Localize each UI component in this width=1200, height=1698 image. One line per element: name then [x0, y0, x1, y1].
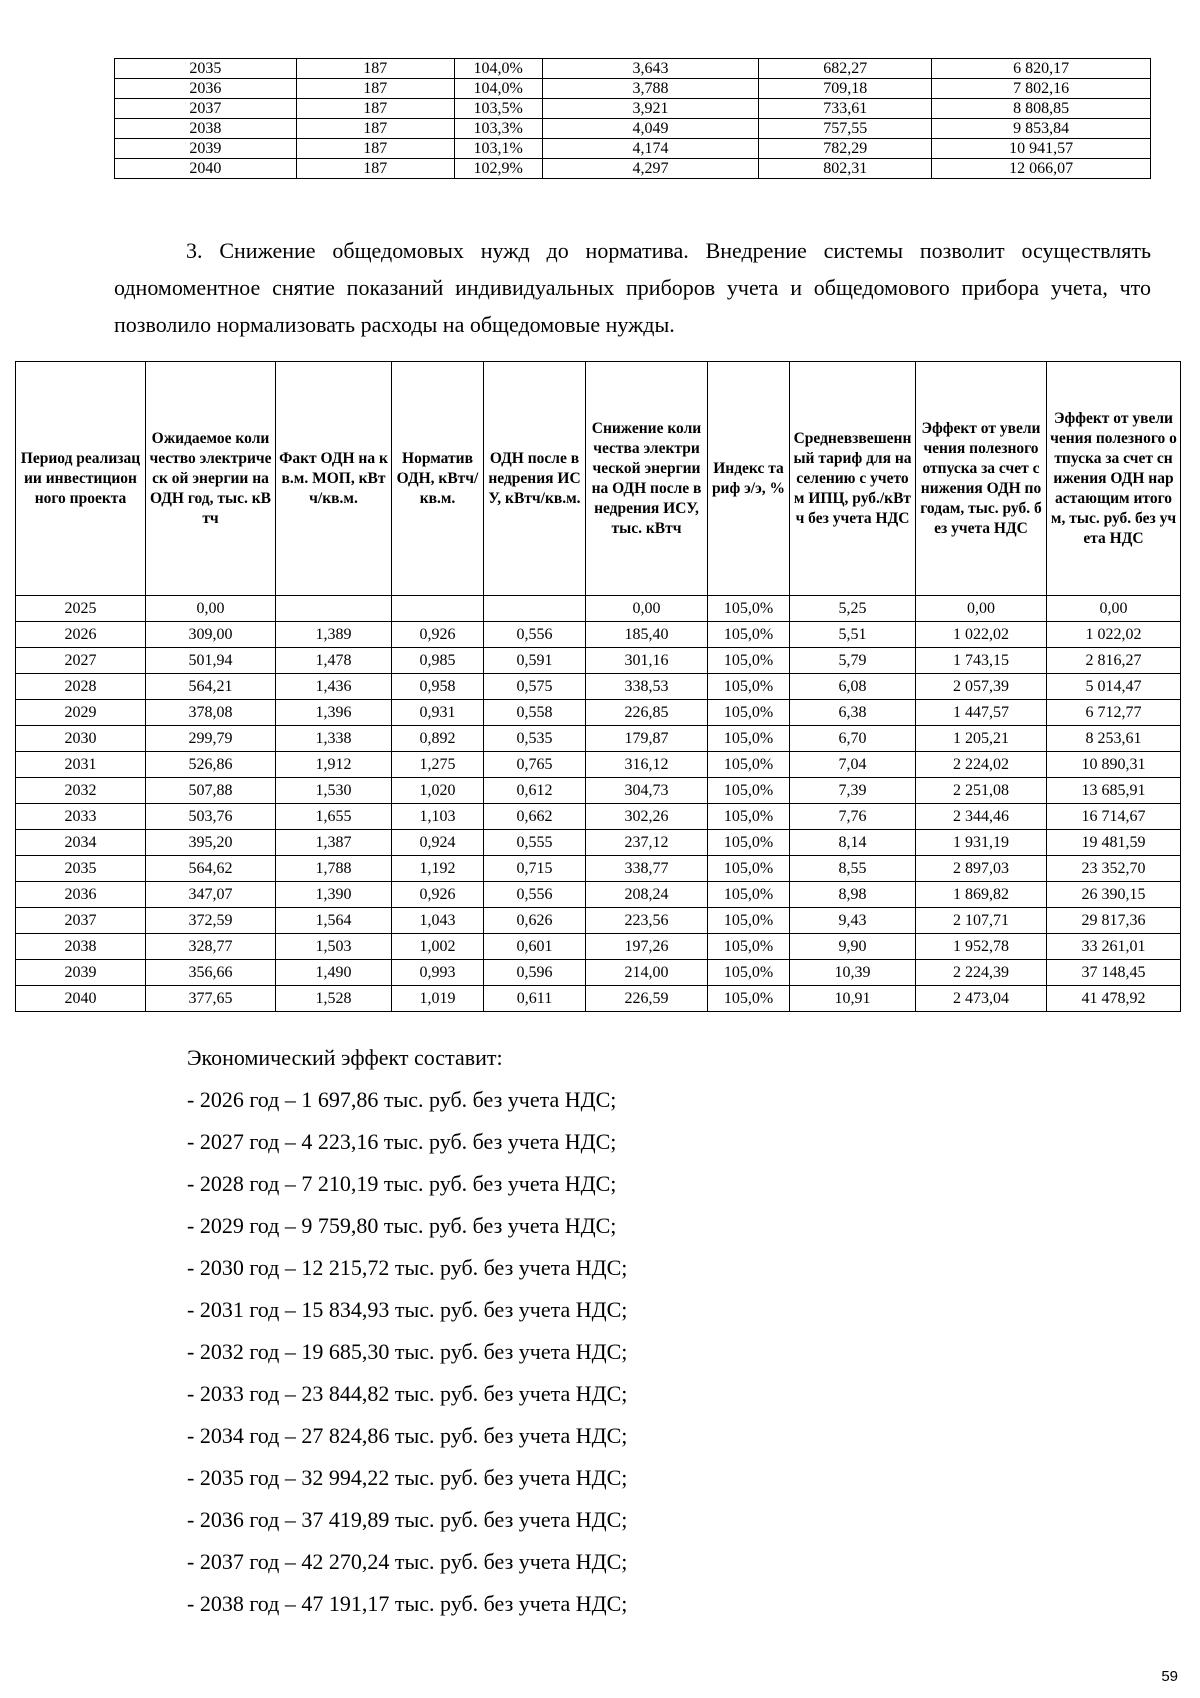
page-number: 59: [1161, 1668, 1178, 1685]
table-cell: 9,43: [790, 908, 916, 934]
table-cell: 5 014,47: [1047, 674, 1181, 700]
table-cell: 1 447,57: [916, 700, 1047, 726]
table-cell: 2 473,04: [916, 986, 1047, 1012]
summary-list: [187, 1079, 987, 1625]
table-cell: 378,08: [146, 700, 276, 726]
table-cell: 302,26: [586, 804, 708, 830]
table-cell: 0,715: [484, 856, 586, 882]
table-cell: 0,662: [484, 804, 586, 830]
table-cell: 356,66: [146, 960, 276, 986]
column-header: Факт ОДН на кв.м. МОП, кВтч/кв.м.: [276, 362, 392, 596]
table-cell: 226,85: [586, 700, 708, 726]
table-cell: 2 344,46: [916, 804, 1047, 830]
table-cell: 4,297: [542, 159, 759, 179]
table-cell: 2034: [16, 830, 146, 856]
table-cell: 1 743,15: [916, 648, 1047, 674]
table-cell: 105,0%: [708, 700, 790, 726]
table-cell: 5,51: [790, 622, 916, 648]
list-item: - 2030 год – 12 215,72 тыс. руб. без учета НДС;: [187, 1255, 628, 1280]
table-row: [115, 79, 1151, 99]
table-row: [16, 856, 1181, 882]
table-cell: 103,1%: [454, 139, 542, 159]
table-row: [16, 596, 1181, 622]
table-cell: 2025: [16, 596, 146, 622]
table-cell: 2031: [16, 752, 146, 778]
table-cell: [484, 596, 586, 622]
table-cell: 105,0%: [708, 752, 790, 778]
table-cell: 2 251,08: [916, 778, 1047, 804]
table-cell: 328,77: [146, 934, 276, 960]
table-cell: 104,0%: [454, 79, 542, 99]
table-cell: 2038: [115, 119, 297, 139]
table-cell: 2035: [16, 856, 146, 882]
table-cell: 105,0%: [708, 908, 790, 934]
table-cell: 564,62: [146, 856, 276, 882]
table-cell: 102,9%: [454, 159, 542, 179]
table-cell: 208,24: [586, 882, 708, 908]
table-cell: 507,88: [146, 778, 276, 804]
table-cell: 2037: [115, 99, 297, 119]
column-header: Средневзвешенный тариф для населению с учетом ИПЦ, руб./кВтч без учета НДС: [790, 362, 916, 596]
table-cell: 3,788: [542, 79, 759, 99]
list-item: - 2028 год – 7 210,19 тыс. руб. без учета НДС;: [187, 1171, 617, 1196]
table-cell: [276, 596, 392, 622]
table-cell: 782,29: [759, 139, 932, 159]
table-row: [16, 830, 1181, 856]
summary-intro: Экономический эффект составит:: [187, 1045, 503, 1070]
table-cell: 0,892: [392, 726, 484, 752]
table-cell: 226,59: [586, 986, 708, 1012]
table-cell: 105,0%: [708, 856, 790, 882]
column-header: Индекс тариф э/э, %: [708, 362, 790, 596]
table-cell: 338,77: [586, 856, 708, 882]
table-cell: 105,0%: [708, 648, 790, 674]
table-cell: 2038: [16, 934, 146, 960]
table-cell: 2030: [16, 726, 146, 752]
table-cell: 2040: [115, 159, 297, 179]
table-cell: 237,12: [586, 830, 708, 856]
table-cell: 105,0%: [708, 778, 790, 804]
list-item: - 2031 год – 15 834,93 тыс. руб. без учета НДС;: [187, 1297, 628, 1322]
table-cell: 1,002: [392, 934, 484, 960]
table-cell: 5,25: [790, 596, 916, 622]
table-cell: 503,76: [146, 804, 276, 830]
table-cell: 187: [296, 79, 454, 99]
table-cell: 4,049: [542, 119, 759, 139]
table-row: [115, 139, 1151, 159]
table-cell: 8,55: [790, 856, 916, 882]
table-cell: 214,00: [586, 960, 708, 986]
paragraph-text: 3. Снижение общедомовых нужд до норматива. Внедрение системы позволит осуществлять одномоментное снятие показаний индивидуальных приборов учета и общедомового прибора учета, что позволило нормализовать расходы на общедомовые нужды.: [114, 238, 1151, 337]
table-cell: 1,564: [276, 908, 392, 934]
table-cell: 1,655: [276, 804, 392, 830]
table-cell: 564,21: [146, 674, 276, 700]
table-cell: 105,0%: [708, 960, 790, 986]
table-cell: 105,0%: [708, 726, 790, 752]
list-item: - 2036 год – 37 419,89 тыс. руб. без учета НДС;: [187, 1507, 628, 1532]
table-cell: 1 952,78: [916, 934, 1047, 960]
table-cell: 0,765: [484, 752, 586, 778]
table-cell: 105,0%: [708, 622, 790, 648]
table-cell: 1,389: [276, 622, 392, 648]
table-cell: 301,16: [586, 648, 708, 674]
table-cell: 299,79: [146, 726, 276, 752]
table-cell: 105,0%: [708, 830, 790, 856]
table-cell: 0,591: [484, 648, 586, 674]
column-header: Эффект от увеличения полезного отпуска за счет снижения ОДН нарастающим итогом, тыс. руб. без учета НДС: [1047, 362, 1181, 596]
table-cell: 2 224,39: [916, 960, 1047, 986]
table-cell: 2026: [16, 622, 146, 648]
table-cell: 377,65: [146, 986, 276, 1012]
table-cell: 4,174: [542, 139, 759, 159]
list-item: - 2029 год – 9 759,80 тыс. руб. без учета НДС;: [187, 1213, 617, 1238]
table-cell: 0,926: [392, 882, 484, 908]
table-cell: 1 931,19: [916, 830, 1047, 856]
table-cell: 709,18: [759, 79, 932, 99]
table-cell: 2028: [16, 674, 146, 700]
column-header: Норматив ОДН, кВтч/кв.м.: [392, 362, 484, 596]
table-cell: 501,94: [146, 648, 276, 674]
table-cell: 105,0%: [708, 596, 790, 622]
table-cell: 187: [296, 119, 454, 139]
table-cell: 3,643: [542, 59, 759, 79]
table-cell: 1,192: [392, 856, 484, 882]
table-cell: 105,0%: [708, 804, 790, 830]
table-cell: 9 853,84: [932, 119, 1151, 139]
table-cell: 682,27: [759, 59, 932, 79]
table-cell: 104,0%: [454, 59, 542, 79]
table-cell: 1,019: [392, 986, 484, 1012]
table-cell: 304,73: [586, 778, 708, 804]
list-item: - 2026 год – 1 697,86 тыс. руб. без учета НДС;: [187, 1087, 617, 1112]
table-cell: 6,70: [790, 726, 916, 752]
table-cell: 16 714,67: [1047, 804, 1181, 830]
table-cell: 0,596: [484, 960, 586, 986]
table-cell: 733,61: [759, 99, 932, 119]
table-cell: 0,958: [392, 674, 484, 700]
table-row: [16, 778, 1181, 804]
table-cell: 187: [296, 139, 454, 159]
table-cell: 2036: [115, 79, 297, 99]
table-cell: 1 869,82: [916, 882, 1047, 908]
table-cell: 347,07: [146, 882, 276, 908]
table-cell: 103,3%: [454, 119, 542, 139]
table-cell: 105,0%: [708, 934, 790, 960]
table-row: [16, 882, 1181, 908]
table-row: [16, 804, 1181, 830]
table-cell: 8,98: [790, 882, 916, 908]
table-cell: 105,0%: [708, 674, 790, 700]
table-cell: 0,926: [392, 622, 484, 648]
table-cell: 1,912: [276, 752, 392, 778]
table-cell: 19 481,59: [1047, 830, 1181, 856]
table-cell: 9,90: [790, 934, 916, 960]
table-cell: 37 148,45: [1047, 960, 1181, 986]
table-cell: 2033: [16, 804, 146, 830]
table-cell: 2040: [16, 986, 146, 1012]
table-cell: 33 261,01: [1047, 934, 1181, 960]
table-cell: 12 066,07: [932, 159, 1151, 179]
table-cell: 2 224,02: [916, 752, 1047, 778]
table-cell: 526,86: [146, 752, 276, 778]
table-cell: 10 941,57: [932, 139, 1151, 159]
table-cell: 8 808,85: [932, 99, 1151, 119]
main-table-body: [16, 596, 1181, 1012]
table-cell: 1,387: [276, 830, 392, 856]
table-cell: 372,59: [146, 908, 276, 934]
table-cell: 1,275: [392, 752, 484, 778]
table-row: [16, 934, 1181, 960]
column-header: ОДН после внедрения ИСУ, кВтч/кв.м.: [484, 362, 586, 596]
table-cell: 1,528: [276, 986, 392, 1012]
list-item: - 2037 год – 42 270,24 тыс. руб. без учета НДС;: [187, 1549, 628, 1574]
table-cell: 1,436: [276, 674, 392, 700]
table-cell: 395,20: [146, 830, 276, 856]
table-cell: 3,921: [542, 99, 759, 119]
table-row: [16, 674, 1181, 700]
table-cell: 0,00: [586, 596, 708, 622]
table-cell: 1,020: [392, 778, 484, 804]
table-row: [115, 59, 1151, 79]
table-cell: 103,5%: [454, 99, 542, 119]
list-item: - 2034 год – 27 824,86 тыс. руб. без учета НДС;: [187, 1423, 628, 1448]
table-cell: 13 685,91: [1047, 778, 1181, 804]
table-cell: 2039: [115, 139, 297, 159]
table-cell: 1 022,02: [916, 622, 1047, 648]
table-cell: 8 253,61: [1047, 726, 1181, 752]
table-cell: 10,91: [790, 986, 916, 1012]
top-table: [114, 58, 1151, 179]
table-cell: 26 390,15: [1047, 882, 1181, 908]
table-cell: 0,931: [392, 700, 484, 726]
table-cell: 2027: [16, 648, 146, 674]
table-cell: 338,53: [586, 674, 708, 700]
table-cell: 802,31: [759, 159, 932, 179]
column-header: Эффект от увеличения полезного отпуска за счет снижения ОДН по годам, тыс. руб. без учета НДС: [916, 362, 1047, 596]
table-cell: 0,00: [1047, 596, 1181, 622]
column-header: Ожидаемое количество электрическ ой энергии на ОДН год, тыс. кВтч: [146, 362, 276, 596]
table-cell: 6 712,77: [1047, 700, 1181, 726]
table-cell: 5,79: [790, 648, 916, 674]
column-header: Снижение количества электрической энергии на ОДН после внедрения ИСУ, тыс. кВтч: [586, 362, 708, 596]
table-row: [16, 622, 1181, 648]
table-cell: 0,993: [392, 960, 484, 986]
table-cell: 0,00: [146, 596, 276, 622]
table-cell: [392, 596, 484, 622]
table-cell: 0,611: [484, 986, 586, 1012]
table-cell: 179,87: [586, 726, 708, 752]
table-cell: 7,76: [790, 804, 916, 830]
table-cell: 1 022,02: [1047, 622, 1181, 648]
table-cell: 187: [296, 99, 454, 119]
table-row: [16, 726, 1181, 752]
table-row: [16, 986, 1181, 1012]
table-cell: 7 802,16: [932, 79, 1151, 99]
table-cell: 6,38: [790, 700, 916, 726]
table-cell: 8,14: [790, 830, 916, 856]
table-cell: 0,556: [484, 882, 586, 908]
table-row: [16, 700, 1181, 726]
table-cell: 2036: [16, 882, 146, 908]
table-row: [16, 648, 1181, 674]
table-cell: 0,985: [392, 648, 484, 674]
table-cell: 0,626: [484, 908, 586, 934]
table-cell: 2037: [16, 908, 146, 934]
table-cell: 0,00: [916, 596, 1047, 622]
table-cell: 7,04: [790, 752, 916, 778]
table-cell: 2039: [16, 960, 146, 986]
table-cell: 0,575: [484, 674, 586, 700]
table-cell: 1 205,21: [916, 726, 1047, 752]
table-cell: 757,55: [759, 119, 932, 139]
table-row: [115, 99, 1151, 119]
table-cell: 2029: [16, 700, 146, 726]
table-cell: 0,556: [484, 622, 586, 648]
table-cell: 105,0%: [708, 882, 790, 908]
table-cell: 316,12: [586, 752, 708, 778]
table-cell: 1,390: [276, 882, 392, 908]
table-cell: 105,0%: [708, 986, 790, 1012]
list-item: - 2033 год – 23 844,82 тыс. руб. без учета НДС;: [187, 1381, 628, 1406]
table-cell: 2 057,39: [916, 674, 1047, 700]
table-cell: 1,396: [276, 700, 392, 726]
table-cell: 197,26: [586, 934, 708, 960]
table-cell: 41 478,92: [1047, 986, 1181, 1012]
list-item: - 2038 год – 47 191,17 тыс. руб. без учета НДС;: [187, 1591, 628, 1616]
table-cell: 0,555: [484, 830, 586, 856]
table-cell: 223,56: [586, 908, 708, 934]
table-row: [16, 908, 1181, 934]
table-cell: 185,40: [586, 622, 708, 648]
table-cell: 10 890,31: [1047, 752, 1181, 778]
table-cell: 29 817,36: [1047, 908, 1181, 934]
table-cell: 1,503: [276, 934, 392, 960]
list-item: - 2035 год – 32 994,22 тыс. руб. без учета НДС;: [187, 1465, 628, 1490]
list-item: - 2032 год – 19 685,30 тыс. руб. без учета НДС;: [187, 1339, 628, 1364]
table-cell: 2 107,71: [916, 908, 1047, 934]
table-row: [16, 752, 1181, 778]
table-cell: 1,530: [276, 778, 392, 804]
table-row: [115, 119, 1151, 139]
table-cell: 2 816,27: [1047, 648, 1181, 674]
main-table: [15, 361, 1181, 1012]
table-cell: 1,490: [276, 960, 392, 986]
section-paragraph: [114, 232, 1151, 343]
table-cell: 10,39: [790, 960, 916, 986]
table-cell: 1,043: [392, 908, 484, 934]
table-cell: 1,478: [276, 648, 392, 674]
table-cell: 2032: [16, 778, 146, 804]
table-cell: 2 897,03: [916, 856, 1047, 882]
table-cell: 1,338: [276, 726, 392, 752]
table-row: [16, 960, 1181, 986]
table-row: [115, 159, 1151, 179]
table-cell: 187: [296, 159, 454, 179]
top-table-body: [115, 59, 1151, 179]
table-cell: 0,558: [484, 700, 586, 726]
table-cell: 6 820,17: [932, 59, 1151, 79]
table-cell: 1,103: [392, 804, 484, 830]
list-item: - 2027 год – 4 223,16 тыс. руб. без учета НДС;: [187, 1129, 617, 1154]
column-header: Период реализации инвестицион ного проекта: [16, 362, 146, 596]
table-cell: 0,535: [484, 726, 586, 752]
table-cell: 309,00: [146, 622, 276, 648]
table-cell: 2035: [115, 59, 297, 79]
table-cell: 6,08: [790, 674, 916, 700]
main-table-header-row: [16, 362, 1181, 596]
table-cell: 187: [296, 59, 454, 79]
table-cell: 7,39: [790, 778, 916, 804]
table-cell: 1,788: [276, 856, 392, 882]
table-cell: 23 352,70: [1047, 856, 1181, 882]
table-cell: 0,601: [484, 934, 586, 960]
table-cell: 0,924: [392, 830, 484, 856]
economic-effect-summary: [187, 1037, 987, 1625]
table-cell: 0,612: [484, 778, 586, 804]
